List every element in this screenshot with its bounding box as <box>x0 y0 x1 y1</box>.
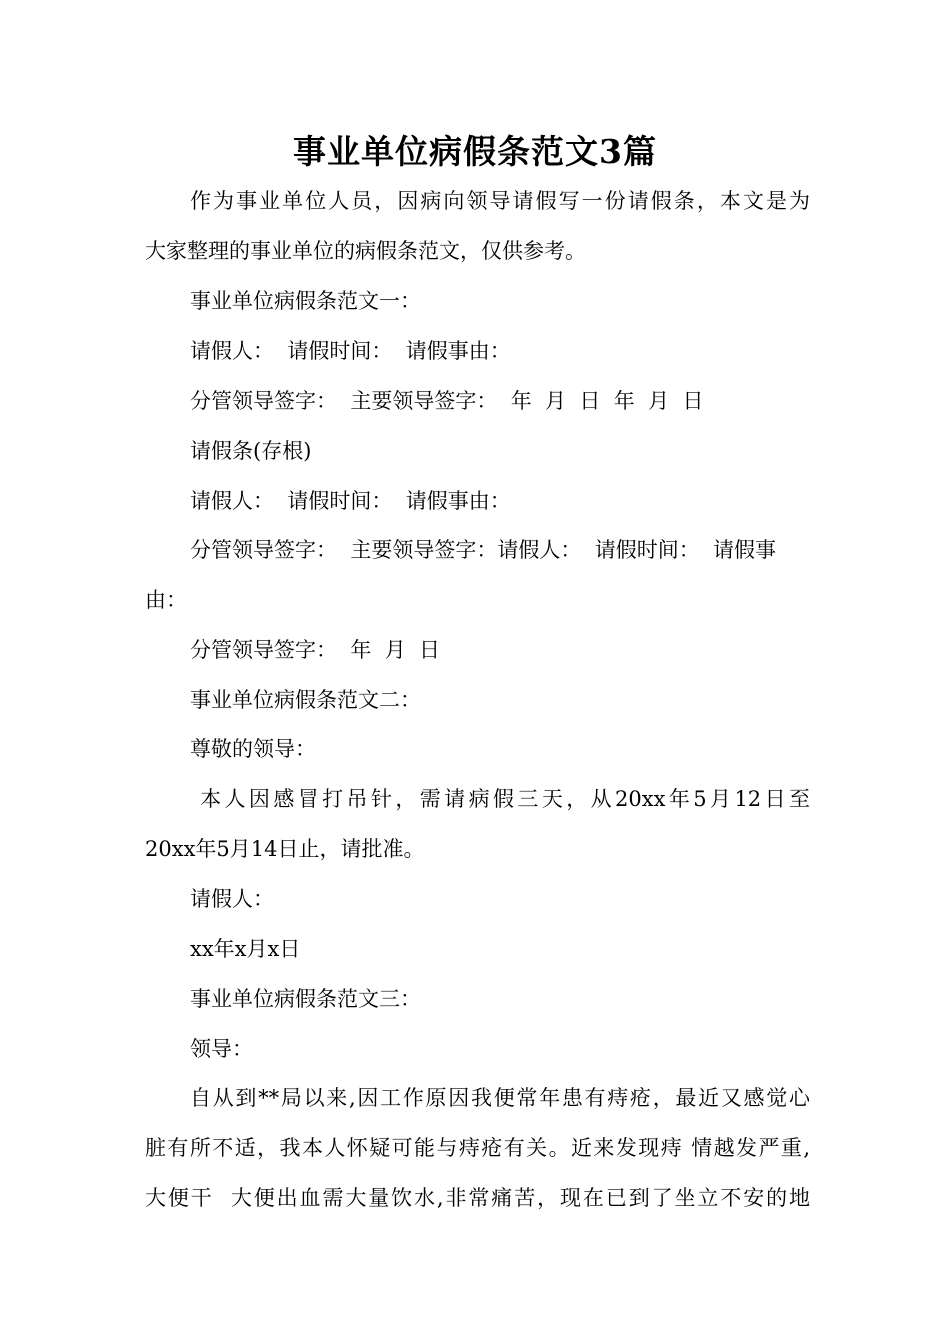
paragraph-line: 20xx年5月14日止，请批准。 <box>145 837 425 861</box>
form-line: 请假人： 请假时间： 请假事由： <box>190 339 511 363</box>
salutation: 领导： <box>190 1037 253 1061</box>
section-heading: 事业单位病假条范文二： <box>190 688 421 712</box>
document-title: 事业单位病假条范文3篇 <box>293 132 657 171</box>
form-heading: 请假条(存根) <box>190 439 312 463</box>
signature-line: 请假人： <box>190 887 274 911</box>
form-line: 分管领导签字： 主要领导签字： 年 月 日 年 月 日 <box>190 389 704 413</box>
paragraph-line: 作为事业单位人员，因病向领导请假写一份请假条，本文是为 <box>190 189 810 213</box>
form-line: 分管领导签字： 年 月 日 <box>190 638 441 662</box>
form-line: 请假人： 请假时间： 请假事由： <box>190 489 511 513</box>
paragraph-line: 脏有所不适，我本人怀疑可能与痔疮有关。近来发现痔 情越发严重, <box>145 1136 810 1160</box>
paragraph-line: 大便干 大便出血需大量饮水,非常痛苦，现在已到了坐立不安的地 <box>145 1186 810 1210</box>
section-heading: 事业单位病假条范文一： <box>190 289 421 313</box>
salutation: 尊敬的领导： <box>190 737 316 761</box>
paragraph-line: 本人因感冒打吊针，需请病假三天，从20xx年5月12日至 <box>190 787 810 811</box>
date-line: xx年x月x日 <box>190 937 301 961</box>
section-heading: 事业单位病假条范文三： <box>190 987 421 1011</box>
paragraph-line: 自从到**局以来,因工作原因我便常年患有痔疮，最近又感觉心 <box>190 1086 810 1110</box>
form-line: 由： <box>145 588 187 612</box>
paragraph-line: 大家整理的事业单位的病假条范文，仅供参考。 <box>145 239 586 263</box>
form-line: 分管领导签字： 主要领导签字：请假人： 请假时间： 请假事 <box>190 538 777 562</box>
